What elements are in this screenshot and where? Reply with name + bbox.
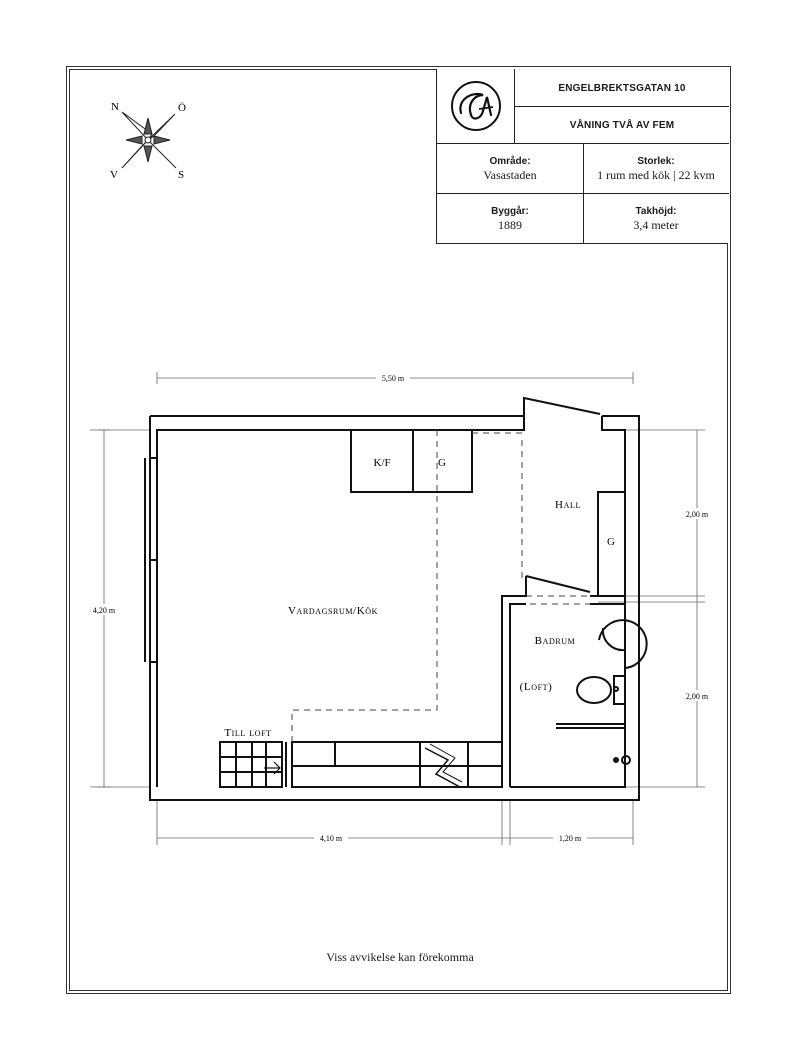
compass-n: N [111,101,119,113]
disclaimer-footnote: Viss avvikelse kan förekomma [326,950,474,964]
fridge-freezer-label: K/F [373,457,391,469]
dim-right-bottom: 2,00 m [685,692,709,701]
compass-rose-icon [122,112,176,168]
dim-right-top: 2,00 m [685,510,709,519]
walls [145,398,647,800]
address-title: ENGELBREKTSGATAN 10 [558,82,686,94]
floor-title: VÅNING TVÅ AV FEM [569,120,675,131]
dim-bottom-right: 1,20 m [558,834,582,843]
ceiling-label: Takhöjd: [635,205,677,217]
stairs-label: Till loft [224,727,272,739]
room-bathroom: Badrum [534,635,576,647]
wardrobe-label: G [438,457,446,469]
area-value: Vasastaden [483,167,537,182]
area-label: Område: [489,155,531,167]
built-value: 1889 [498,217,522,232]
room-hall: Hall [555,499,581,511]
compass-v: V [110,169,118,181]
dim-bottom-left: 4,10 m [319,834,343,843]
wardrobe-label: G [607,536,615,548]
dim-left-height: 4,20 m [92,606,116,615]
size-label: Storlek: [637,155,675,167]
room-living-kitchen: Vardagsrum/Kök [287,605,379,617]
size-value: 1 rum med kök | 22 kvm [597,167,715,182]
compass-s: S [178,169,185,181]
built-label: Byggår: [491,205,529,217]
room-loft: (Loft) [519,681,553,693]
dimension-lines [90,372,705,845]
ceiling-value: 3,4 meter [633,217,679,232]
dim-top-width: 5,50 m [381,374,405,383]
compass-o: Ö [178,102,186,114]
loft-outline [292,430,590,742]
